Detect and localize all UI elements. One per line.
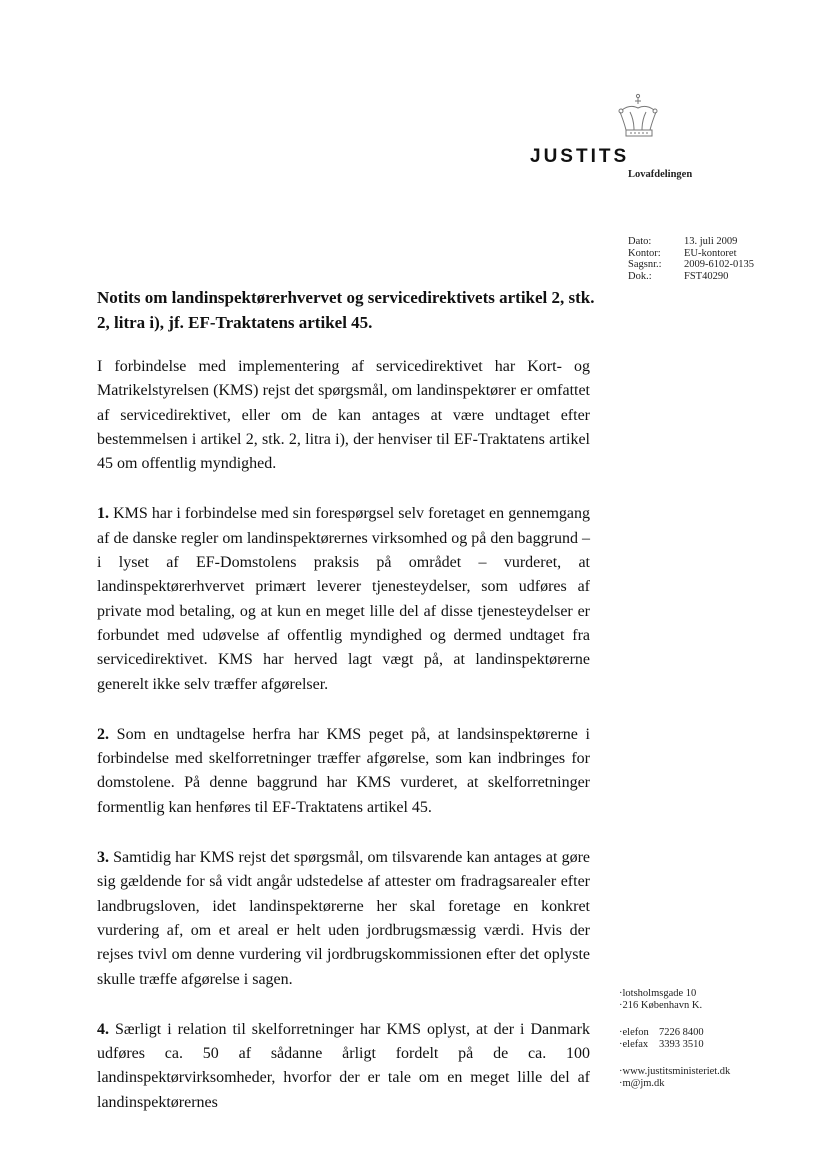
section-paragraph-3	[97, 846, 590, 992]
document-title: Notits om landinspektørerhvervet og servicedirektivets artikel 2, stk. 2, litra i), jf. EF-Traktatens artikel 45.	[97, 288, 595, 332]
section-text: Særligt i relation til skelforretninger har KMS oplyst, at der i Danmark udføres ca. 50 af sådanne årligt fordelt på de ca. 100 landinspektørvirksomheder, hvorfor der er tale om en meget lille del af landinspektørernes	[97, 1020, 590, 1111]
document-body	[97, 355, 590, 1141]
address-city: ·216 København K.	[619, 999, 703, 1011]
crown-logo	[604, 92, 674, 142]
address-block	[619, 988, 730, 1090]
meta-label: Dok.:	[628, 270, 652, 282]
meta-label: Kontor:	[628, 247, 661, 259]
meta-row-case-number	[628, 259, 754, 271]
section-number: 4.	[97, 1020, 109, 1038]
meta-label: Sagsnr.:	[628, 259, 662, 270]
department-name: Lovafdelingen	[628, 169, 693, 180]
meta-value: EU-kontoret	[684, 247, 737, 259]
section-paragraph-4	[97, 1018, 590, 1115]
meta-row-document	[628, 271, 754, 283]
intro-paragraph: I forbindelse med implementering af servicedirektivet har Kort- og Matrikelstyrelsen (KMS) rejst det spørgsmål, om landinspektører er omfattet af servicedirektivet, eller om de kan antages at være undtaget efter bestemmelsen i artikel 2, stk. 2, litra i), der henviser til EF-Traktatens artikel 45 om offentlig myndighed.	[97, 358, 590, 473]
meta-label: Dato:	[628, 236, 652, 247]
section-text: Samtidig har KMS rejst det spørgsmål, om tilsvarende kan antages at gøre sig gældende for så vidt angår udstedelse af attester om fradragsarealer efter landbrugsloven, idet landinspektørerne her skal foretage en konkret vurdering af, om et areal er helt uden jordbrugsmæssig værdi. Hvis der rejses tvivl om denne vurdering vil jordbrugskommissionen efter det oplyste skulle træffe afgørelse i sagen.	[97, 849, 590, 988]
ministry-name: JUSTITS	[530, 146, 630, 167]
meta-value: 2009-6102-0135	[684, 259, 754, 270]
section-number: 2.	[97, 725, 109, 743]
section-number: 1.	[97, 505, 109, 523]
section-paragraph-2	[97, 723, 590, 820]
website-link[interactable]: ·www.justitsministeriet.dk	[619, 1066, 731, 1078]
section-text: Som en undtagelse herfra har KMS peget på, at landsinspektørerne i forbindelse med skelforretninger træffer afgørelse, som kan indbringes for domstolene. På denne baggrund har KMS vurderet, at skelforretninger formentlig kan henføres til EF-Traktatens artikel 45.	[97, 725, 591, 816]
fax-number: 3393 3510	[659, 1038, 704, 1050]
address-street: ·lotsholmsgade 10	[619, 988, 697, 999]
section-paragraph-1	[97, 502, 590, 696]
section-number: 3.	[97, 849, 109, 867]
meta-value: 13. juli 2009	[684, 236, 738, 247]
section-text: KMS har i forbindelse med sin forespørgsel selv foretaget en gennemgang af de danske regler om landinspektørernes virksomhed og på den baggrund – i lyset af EF-Domstolens praksis på området – vurderet, at landinspektørerhvervet primært leverer tjenesteydelser, som udføres af private mod betaling, og at kun en meget lille del af disse tjenesteydelser er forbundet med udøvelse af offentlig myndighed og dermed undtaget fra servicedirektivet. KMS har herved lagt vægt på, at landinspektørerne generelt ikke selv træffer afgørelser.	[97, 505, 590, 693]
meta-row-date	[628, 236, 754, 248]
phone-label: ·elefon	[619, 1027, 649, 1039]
phone-number: 7226 8400	[659, 1027, 704, 1039]
meta-value: FST40290	[684, 270, 729, 282]
fax-row	[619, 1039, 730, 1051]
document-metadata	[628, 236, 754, 282]
fax-label: ·elefax	[619, 1038, 649, 1050]
phone-row	[619, 1027, 730, 1039]
meta-row-office	[628, 248, 754, 260]
email-link[interactable]: ·m@jm.dk	[619, 1077, 665, 1089]
